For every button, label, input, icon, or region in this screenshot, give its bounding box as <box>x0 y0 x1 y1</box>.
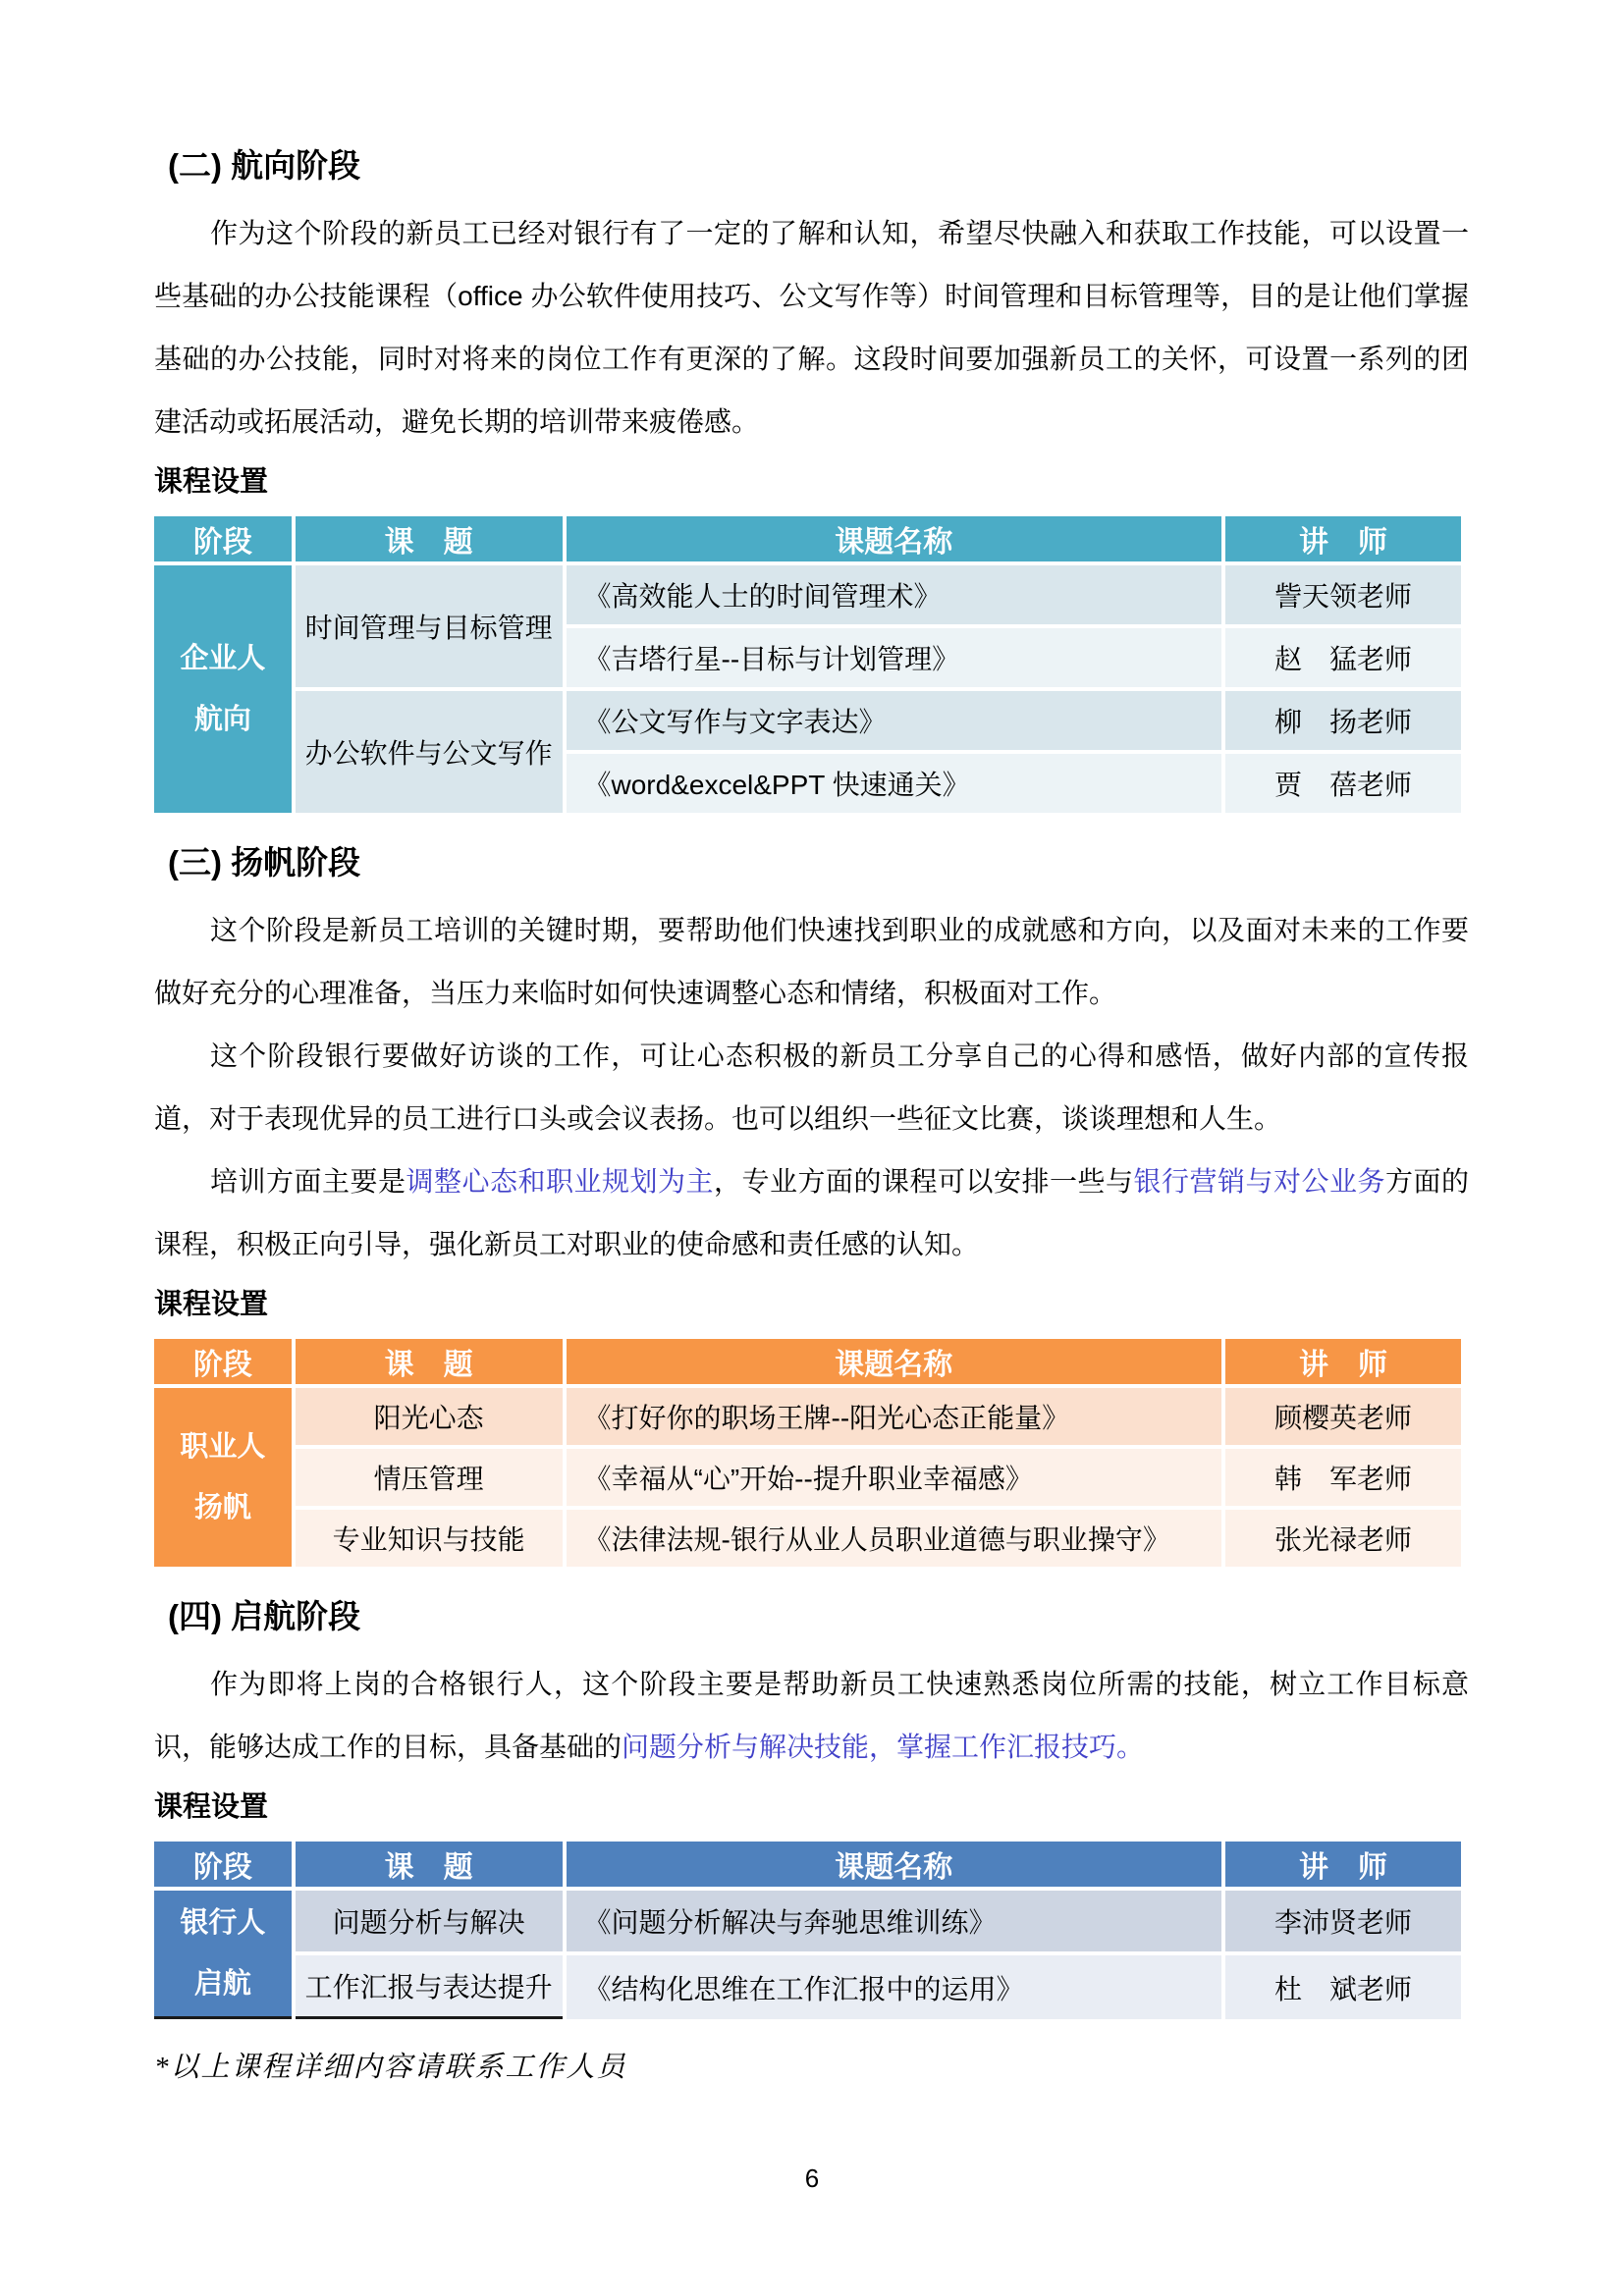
col-header-teacher: 讲 师 <box>1225 516 1461 561</box>
topic-cell: 阳光心态 <box>296 1388 563 1445</box>
plain-text: 方面的课程，积极正向引导，强化新员工对职业的使命感和责任感的认知。 <box>154 1166 1469 1259</box>
paragraph-hangxiang: 作为这个阶段的新员工已经对银行有了一定的了解和认知，希望尽快融入和获取工作技能，可以设置一些基础的办公技能课程（office 办公软件使用技巧、公文写作等）时间管理和目标管理等，目的是让他们掌握基础的办公技能，同时对将来的岗位工作有更深的了解。这段时间要加强新员工的关怀，可设置一系列的团建活动或拓展活动，避免长期的培训带来疲倦感。 <box>154 218 1469 437</box>
table-row <box>154 691 1461 750</box>
footnote: *以上课程详细内容请联系工作人员 <box>154 2052 627 2083</box>
col-header-stage: 阶段 <box>154 516 292 561</box>
stage-line: 银行人 <box>180 1907 266 1939</box>
teacher-cell: 贾 蓓老师 <box>1225 754 1461 813</box>
section-heading-hangxiang: (二) 航向阶段 <box>168 147 361 184</box>
paragraph-yangfan-3 <box>154 1150 1469 1276</box>
stage-line: 启航 <box>193 1968 251 2000</box>
teacher-cell: 柳 扬老师 <box>1225 691 1461 750</box>
stage-line: 企业人 <box>180 643 266 674</box>
course-setup-heading-1: 课程设置 <box>154 466 269 498</box>
topic-cell: 专业知识与技能 <box>296 1510 563 1567</box>
col-header-course: 课题名称 <box>567 1842 1221 1887</box>
table-row <box>154 1510 1461 1567</box>
course-table-hangxiang <box>150 512 1465 817</box>
plain-text: 培训方面主要是 <box>210 1166 406 1197</box>
stage-line: 航向 <box>193 704 251 735</box>
course-cell: 《结构化思维在工作汇报中的运用》 <box>567 1955 1221 2019</box>
table-row <box>154 1388 1461 1445</box>
teacher-cell: 韩 军老师 <box>1225 1449 1461 1506</box>
plain-text: 作为即将上岗的合格银行人，这个阶段主要是帮助新员工快速熟悉岗位所需的技能，树立工作目标意识，能够达成工作的目标，具备基础的 <box>154 1669 1469 1762</box>
course-cell: 《法律法规-银行从业人员职业道德与职业操守》 <box>567 1510 1221 1567</box>
course-cell: 《公文写作与文字表达》 <box>567 691 1221 750</box>
col-header-course: 课题名称 <box>567 1339 1221 1384</box>
stage-line: 职业人 <box>180 1431 266 1463</box>
teacher-cell: 赵 猛老师 <box>1225 628 1461 687</box>
col-header-course: 课题名称 <box>567 516 1221 561</box>
paragraph-qihang <box>154 1653 1469 1779</box>
col-header-topic: 课 题 <box>296 1339 563 1384</box>
table-row <box>154 1955 1461 2019</box>
col-header-teacher: 讲 师 <box>1225 1339 1461 1384</box>
col-header-topic: 课 题 <box>296 1842 563 1887</box>
teacher-cell: 杜 斌老师 <box>1225 1955 1461 2019</box>
topic-cell: 问题分析与解决 <box>296 1891 563 1951</box>
course-cell: 《吉塔行星--目标与计划管理》 <box>567 628 1221 687</box>
paragraph-yangfan-1: 这个阶段是新员工培训的关键时期，要帮助他们快速找到职业的成就感和方向，以及面对未来的工作要做好充分的心理准备，当压力来临时如何快速调整心态和情绪，积极面对工作。 <box>154 915 1469 1008</box>
stage-cell <box>154 565 292 813</box>
topic-cell: 办公软件与公文写作 <box>296 691 563 813</box>
stage-cell <box>154 1891 292 2019</box>
col-header-teacher: 讲 师 <box>1225 1842 1461 1887</box>
paragraph-yangfan-2: 这个阶段银行要做好访谈的工作，可让心态积极的新员工分享自己的心得和感悟，做好内部的宣传报道，对于表现优异的员工进行口头或会议表扬。也可以组织一些征文比赛，谈谈理想和人生。 <box>154 1041 1469 1134</box>
course-cell: 《高效能人士的时间管理术》 <box>567 565 1221 624</box>
accent-text: 银行营销与对公业务 <box>1133 1166 1385 1197</box>
topic-cell: 情压管理 <box>296 1449 563 1506</box>
plain-text: ，专业方面的课程可以安排一些与 <box>713 1166 1134 1197</box>
col-header-topic: 课 题 <box>296 516 563 561</box>
page-number: 6 <box>804 2163 820 2193</box>
table-row <box>154 1449 1461 1506</box>
course-table-qihang <box>150 1838 1465 2023</box>
section-heading-yangfan: (三) 扬帆阶段 <box>168 844 361 881</box>
accent-text: 问题分析与解决技能，掌握工作汇报技巧。 <box>622 1732 1145 1762</box>
course-table-yangfan <box>150 1335 1465 1571</box>
teacher-cell: 李沛贤老师 <box>1225 1891 1461 1951</box>
topic-cell: 时间管理与目标管理 <box>296 565 563 687</box>
course-cell: 《word&excel&PPT 快速通关》 <box>567 754 1221 813</box>
table-row <box>154 565 1461 624</box>
table-header-row <box>154 516 1461 561</box>
table-row <box>154 1891 1461 1951</box>
stage-cell <box>154 1388 292 1567</box>
course-cell: 《问题分析解决与奔驰思维训练》 <box>567 1891 1221 1951</box>
table-header-row <box>154 1842 1461 1887</box>
table-header-row <box>154 1339 1461 1384</box>
course-cell: 《打好你的职场王牌--阳光心态正能量》 <box>567 1388 1221 1445</box>
stage-line: 扬帆 <box>193 1492 251 1523</box>
section-heading-qihang: (四) 启航阶段 <box>168 1598 361 1634</box>
accent-text: 调整心态和职业规划为主 <box>406 1166 714 1197</box>
topic-cell: 工作汇报与表达提升 <box>296 1955 563 2019</box>
teacher-cell: 张光禄老师 <box>1225 1510 1461 1567</box>
teacher-cell: 顾樱英老师 <box>1225 1388 1461 1445</box>
course-cell: 《幸福从“心”开始--提升职业幸福感》 <box>567 1449 1221 1506</box>
course-setup-heading-3: 课程设置 <box>154 1791 269 1823</box>
course-setup-heading-2: 课程设置 <box>154 1289 269 1320</box>
col-header-stage: 阶段 <box>154 1339 292 1384</box>
teacher-cell: 訾天领老师 <box>1225 565 1461 624</box>
col-header-stage: 阶段 <box>154 1842 292 1887</box>
